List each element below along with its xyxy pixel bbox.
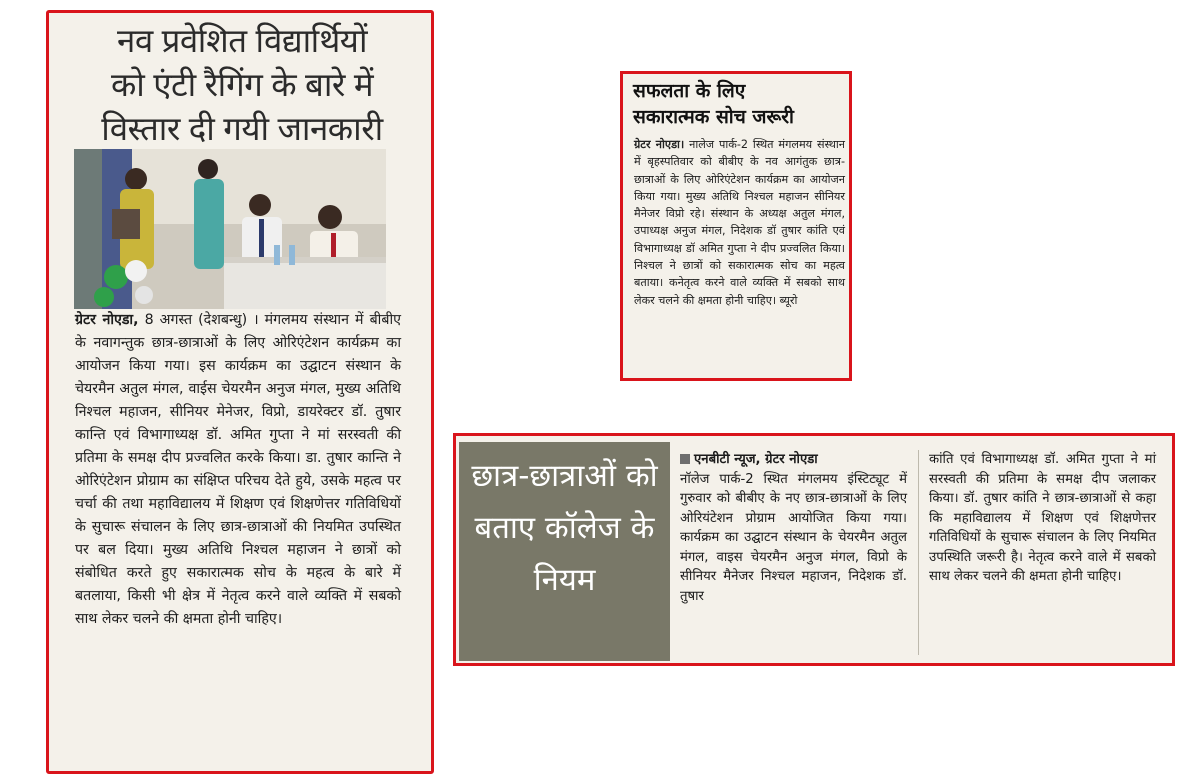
- headline-line: सफलता के लिए: [633, 80, 746, 102]
- event-photo-illustration: [74, 149, 386, 309]
- clipping-headline: [633, 78, 845, 130]
- article-body: [634, 136, 845, 309]
- article-text: नॉलेज पार्क-2 स्थित मंगलमय इंस्टिट्यूट में गुरुवार को बीबीए के नए छात्र-छात्राओं के लिए ओरियंटेशन प्रोग्राम आयोजित किया गया। कार्यक्रम का उद्घाटन संस्थान के चेयरमैन अतुल मंगल, वाइस चेयरमैन अनुज मंगल, विप्रो के सीनियर मैनेजर निश्चल महाजन, निदेशक डॉ. तुषार: [680, 471, 907, 604]
- dateline: ग्रेटर नोएडा।: [634, 138, 685, 151]
- news-clipping-college-rules: [453, 433, 1175, 666]
- headline-line: नव प्रवेशित विद्यार्थियों: [117, 21, 367, 60]
- news-clipping-anti-ragging: [46, 10, 434, 774]
- article-column-2: [929, 450, 1156, 587]
- dateline-row: [680, 450, 907, 470]
- article-column-1: [680, 450, 907, 606]
- dateline: एनबीटी न्यूज, ग्रेटर नोएडा: [694, 452, 818, 467]
- article-text: नालेज पार्क-2 स्थित मंगलमय संस्थान में बृहस्पतिवार को बीबीए के नव आगंतुक छात्र-छात्राओं के लिए ओरिएंटेशन कार्यक्रम का आयोजन किया गया। मुख्य अतिथि निश्चल महाजन सीनियर मैनेजर विप्रो रहे। संस्थान के अध्यक्ष अतुल मंगल, उपाध्यक्ष अनुज मंगल, निदेशक डॉ तुषार कांति एवं विभागाध्यक्ष डॉ अमित गुप्ता ने दीप प्रज्वलित किया। निश्चल ने छात्रों को सकारात्मक सोच का महत्व बताया। कनेतृत्व करने वाले व्यक्ति में सबको साथ लेकर चलने की क्षमता होनी चाहिए। ब्यूरो: [634, 138, 845, 307]
- article-text: कांति एवं विभागाध्यक्ष डॉ. अमित गुप्ता ने मां सरस्वती की प्रतिमा के समक्ष दीप जलाकर किया। डॉ. तुषार कांति ने छात्र-छात्राओं से कहा कि महाविद्यालय में शिक्षण एवं शिक्षणेत्तर गतिविधियों के सुचारू संचालन के लिए नियमित उपस्थिति जरूरी है। नेतृत्व करने वाले में सबको साथ लेकर चलने की क्षमता होनी चाहिए।: [929, 452, 1156, 584]
- headline-line: को एंटी रैगिंग के बारे में: [110, 65, 374, 104]
- event-photo: [74, 149, 386, 309]
- headline-panel: [459, 442, 670, 661]
- clipping-headline: [63, 19, 421, 151]
- column-divider: [918, 450, 919, 655]
- panel-headline: छात्र-छात्राओं को बताए कॉलेज के नियम: [471, 458, 658, 598]
- headline-line: विस्तार दी गयी जानकारी: [101, 109, 383, 148]
- dateline: ग्रेटर नोएडा,: [75, 312, 139, 328]
- headline-line: सकारात्मक सोच जरूरी: [633, 106, 794, 128]
- news-clipping-positive-thinking: [620, 71, 852, 381]
- square-bullet-icon: [680, 454, 690, 464]
- article-text: 8 अगस्त (देशबन्धु) । मंगलमय संस्थान में बीबीए के नवागन्तुक छात्र-छात्राओं के लिए ओरिएंटेशन कार्यक्रम का आयोजन किया गया। इस कार्यक्रम का उद्घाटन संस्थान के चेयरमैन अतुल मंगल, वाईस चेयरमैन अनुज मंगल, मुख्य अतिथि निश्चल महाजन, सीनियर मेनेजर, विप्रो, डायरेक्टर डॉ. तुषार कान्ति एवं विभागाध्यक्ष डॉ. अमित गुप्ता ने मां सरस्वती की प्रतिमा के समक्ष दीप प्रज्वलित करके किया। डा. तुषार कान्ति ने ओरिएंटेशन प्रोग्राम का संक्षिप्त परिचय देते हुये, उसके महत्व पर चर्चा की तथा महाविद्यालय में शिक्षण एवं शिक्षणेत्तर गतिविधियों के सुचारू संचालन के लिए छात्र-छात्राओं की नियमित उपस्थित पर बल दिया। मुख्य अतिथि निश्चल महाजन ने छात्रों को संबोधित करते हुए सकारात्मक सोच के महत्व के बारे में बतलाया, किसी भी क्षेत्र में नेतृत्व करने वाले व्यक्ति में सबको साथ लेकर चलने की क्षमता होनी चाहिए।: [75, 312, 401, 627]
- article-body: [75, 309, 401, 631]
